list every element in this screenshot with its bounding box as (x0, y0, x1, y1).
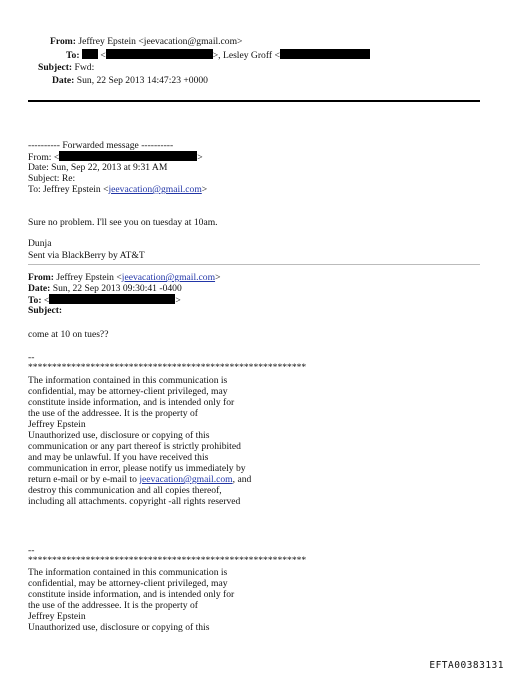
forwarded-banner: ---------- Forwarded message ---------- (28, 140, 174, 151)
disclaimer-stars: ********************************************************** (28, 555, 307, 566)
disclaimer-line: constitute inside information, and is intended only for (28, 589, 235, 600)
disclaimer-line: The information contained in this communication is (28, 567, 228, 578)
forwarded-to: To: Jeffrey Epstein <jeevacation@gmail.com> (28, 184, 208, 195)
disclaimer-dashes: -- (28, 352, 35, 363)
header-date: Date: Sun, 22 Sep 2013 14:47:23 +0000 (52, 75, 208, 86)
reply-divider (28, 264, 480, 265)
disclaimer-line: and may be unlawful. If you have received this (28, 452, 209, 463)
original-date: Date: Sun, 22 Sep 2013 09:30:41 -0400 (28, 283, 182, 294)
original-from: From: Jeffrey Epstein <jeevacation@gmail.com> (28, 272, 221, 283)
header-divider (28, 100, 480, 102)
disclaimer-line: the use of the addressee. It is the property of (28, 600, 198, 611)
disclaimer-line: destroy this communication and all copies thereof, (28, 485, 222, 496)
signature-device: Sent via BlackBerry by AT&T (28, 250, 145, 261)
disclaimer-line: Unauthorized use, disclosure or copying of this (28, 430, 210, 441)
disclaimer-line: confidential, may be attorney-client privileged, may (28, 386, 228, 397)
header-subject: Subject: Fwd: (38, 62, 95, 73)
disclaimer-line: The information contained in this communication is (28, 375, 228, 386)
header-to: To: < >, Lesley Groff < (66, 49, 370, 61)
signature-name: Dunja (28, 238, 52, 249)
redaction-box (106, 49, 213, 59)
forwarded-from: From: < > (28, 152, 203, 163)
redaction-box (280, 49, 370, 59)
forwarded-date: Date: Sun, Sep 22, 2013 at 9:31 AM (28, 162, 168, 173)
disclaimer-line: communication in error, please notify us immediately by (28, 463, 246, 474)
disclaimer-line: Jeffrey Epstein (28, 419, 86, 430)
disclaimer-stars: ********************************************************** (28, 362, 307, 373)
redaction-box (49, 294, 175, 304)
disclaimer-line: the use of the addressee. It is the property of (28, 408, 198, 419)
original-body: come at 10 on tues?? (28, 329, 109, 340)
header-from-value: Jeffrey Epstein <jeevacation@gmail.com> (78, 36, 243, 47)
redaction-box (59, 151, 197, 161)
email-link[interactable]: jeevacation@gmail.com (121, 272, 216, 283)
disclaimer-line: communication or any part thereof is strictly prohibited (28, 441, 241, 452)
disclaimer-return-line: return e-mail or by e-mail to jeevacation@gmail.com, and (28, 474, 252, 485)
header-from: From: Jeffrey Epstein <jeevacation@gmail.com> (50, 36, 243, 47)
email-link[interactable]: jeevacation@gmail.com (139, 474, 233, 485)
disclaimer-line: constitute inside information, and is intended only for (28, 397, 235, 408)
original-subject: Subject: (28, 305, 63, 316)
disclaimer-line: Unauthorized use, disclosure or copying of this (28, 622, 210, 633)
disclaimer-line: Jeffrey Epstein (28, 611, 86, 622)
disclaimer-dashes: -- (28, 545, 35, 556)
document-id: EFTA00383131 (429, 660, 504, 671)
original-to: To: < > (28, 295, 181, 306)
redaction-box (82, 49, 98, 59)
forwarded-subject: Subject: Re: (28, 173, 76, 184)
reply-body: Sure no problem. I'll see you on tuesday at 10am. (28, 217, 218, 228)
disclaimer-line: confidential, may be attorney-client privileged, may (28, 578, 228, 589)
email-link[interactable]: jeevacation@gmail.com (108, 184, 202, 195)
disclaimer-line: including all attachments. copyright -all rights reserved (28, 496, 241, 507)
